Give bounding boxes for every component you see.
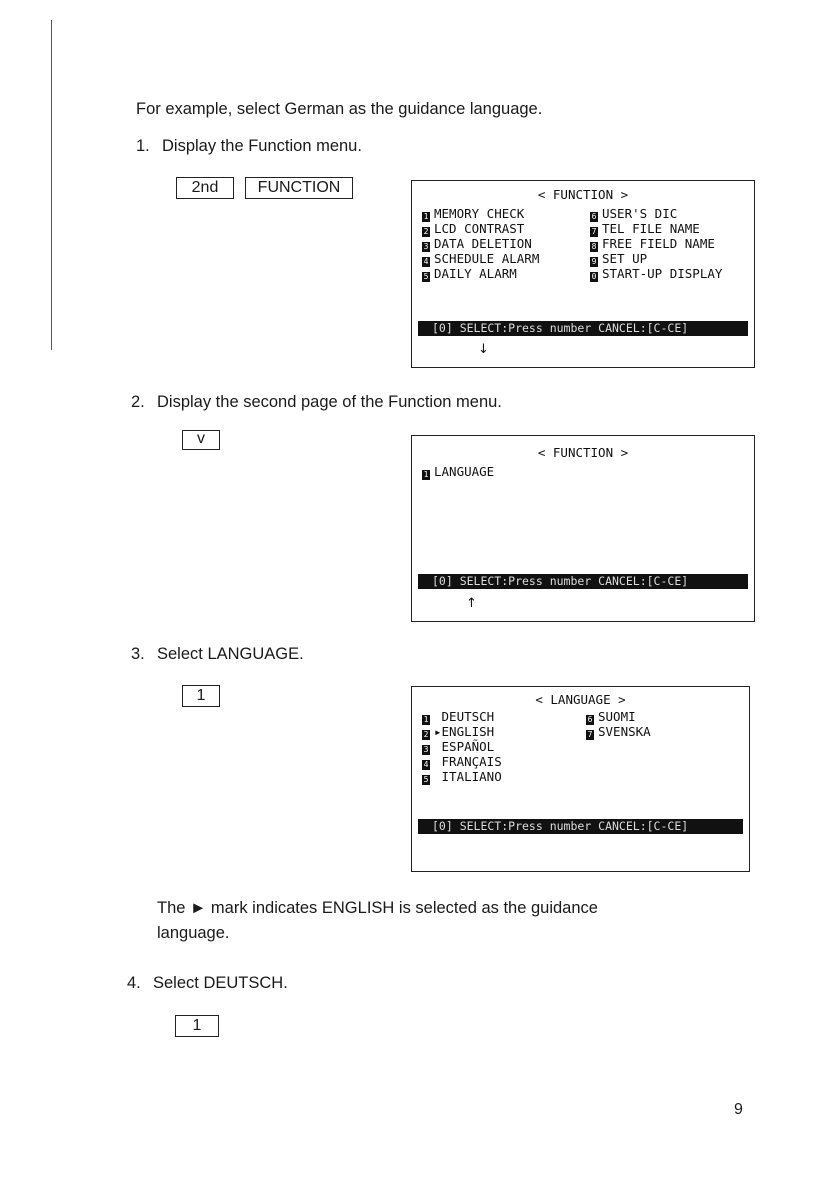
step-text: Display the second page of the Function menu. xyxy=(157,393,502,411)
step-1 xyxy=(136,137,362,156)
key-2nd[interactable]: 2nd xyxy=(176,177,234,199)
language-column-right xyxy=(586,710,651,740)
number-key-icon: 3 xyxy=(423,242,429,251)
menu-item: 8 FREE FIELD NAME xyxy=(591,236,715,251)
menu-column-left xyxy=(422,207,539,282)
number-key-icon: 8 xyxy=(591,242,597,251)
menu-item: 0 START-UP DISPLAY xyxy=(591,266,723,281)
step-text: Display the Function menu. xyxy=(162,137,362,155)
step-number: 4. xyxy=(127,974,141,992)
language-item: 5 ITALIANO xyxy=(423,769,502,784)
number-key-icon: 0 xyxy=(591,272,597,281)
number-key-icon: 3 xyxy=(423,745,429,754)
step-3 xyxy=(131,645,304,664)
key-1[interactable]: 1 xyxy=(182,685,220,707)
step-2 xyxy=(131,393,502,412)
lcd-status-bar: [0] SELECT:Press number CANCEL:[C-CE] xyxy=(418,819,743,834)
language-item-selected: 2 ▸ENGLISH xyxy=(423,724,495,739)
number-key-icon: 7 xyxy=(587,730,593,739)
number-key-icon: 2 xyxy=(423,730,429,739)
language-item: 7 SVENSKA xyxy=(587,724,651,739)
menu-column-right xyxy=(590,207,722,282)
lcd-status-bar: [0] SELECT:Press number CANCEL:[C-CE] xyxy=(418,574,748,589)
step-4 xyxy=(127,974,288,993)
menu-item: 1 MEMORY CHECK xyxy=(423,206,525,221)
menu-item: 5 DAILY ALARM xyxy=(423,266,517,281)
scroll-up-arrow-icon: ↑ xyxy=(466,596,477,611)
menu-item: 2 LCD CONTRAST xyxy=(423,221,525,236)
key-down-arrow[interactable]: v xyxy=(182,430,220,450)
number-key-icon: 4 xyxy=(423,760,429,769)
step-text: Select DEUTSCH. xyxy=(153,974,288,992)
language-item: 3 ESPAÑOL xyxy=(423,739,495,754)
menu-item: 3 DATA DELETION xyxy=(423,236,532,251)
language-item: 6 SUOMI xyxy=(587,709,636,724)
menu-item: 9 SET UP xyxy=(591,251,648,266)
menu-item: 7 TEL FILE NAME xyxy=(591,221,700,236)
lcd-header: < FUNCTION > xyxy=(537,187,629,202)
intro-text: For example, select German as the guidance language. xyxy=(136,100,543,118)
note-line-1: The ► mark indicates ENGLISH is selected as the guidance xyxy=(157,899,598,917)
number-key-icon: 6 xyxy=(587,715,593,724)
menu-item: 1 LANGUAGE xyxy=(423,464,495,479)
language-column-left xyxy=(422,710,502,785)
key-function[interactable]: FUNCTION xyxy=(245,177,353,199)
number-key-icon: 1 xyxy=(423,715,429,724)
lcd-screen-function-1 xyxy=(411,180,755,368)
note-line-2: language. xyxy=(157,924,230,942)
lcd-header: < LANGUAGE > xyxy=(535,692,626,707)
lcd-screen-function-2 xyxy=(411,435,755,622)
language-item: 4 FRANÇAIS xyxy=(423,754,502,769)
number-key-icon: 9 xyxy=(591,257,597,266)
number-key-icon: 5 xyxy=(423,272,429,281)
menu-column-left xyxy=(422,465,494,480)
lcd-status-bar: [0] SELECT:Press number CANCEL:[C-CE] xyxy=(418,321,748,336)
number-key-icon: 7 xyxy=(591,227,597,236)
margin-rule xyxy=(51,20,52,350)
step-number: 1. xyxy=(136,137,150,155)
page-number: 9 xyxy=(734,1101,743,1118)
step-text: Select LANGUAGE. xyxy=(157,645,304,663)
menu-item: 6 USER'S DIC xyxy=(591,206,678,221)
key-1[interactable]: 1 xyxy=(175,1015,219,1037)
scroll-down-arrow-icon: ↓ xyxy=(478,342,489,357)
lcd-header: < FUNCTION > xyxy=(537,445,629,460)
step-number: 2. xyxy=(131,393,145,411)
number-key-icon: 6 xyxy=(591,212,597,221)
number-key-icon: 5 xyxy=(423,775,429,784)
step-number: 3. xyxy=(131,645,145,663)
number-key-icon: 2 xyxy=(423,227,429,236)
menu-item: 4 SCHEDULE ALARM xyxy=(423,251,540,266)
number-key-icon: 1 xyxy=(423,212,429,221)
lcd-screen-language xyxy=(411,686,750,872)
language-item: 1 DEUTSCH xyxy=(423,709,495,724)
number-key-icon: 1 xyxy=(423,470,429,479)
number-key-icon: 4 xyxy=(423,257,429,266)
